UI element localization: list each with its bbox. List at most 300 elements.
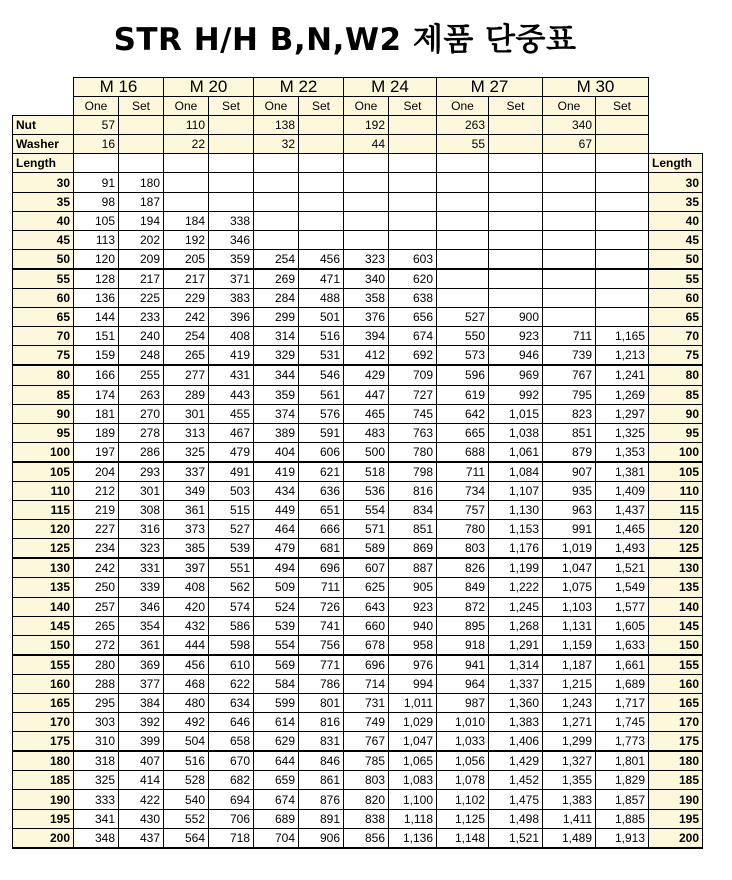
one-weight: 659 [254, 771, 299, 790]
length-value-right: 95 [649, 423, 703, 442]
set-weight: 431 [209, 365, 254, 385]
one-weight: 564 [164, 828, 209, 848]
length-value-right: 130 [649, 558, 703, 578]
one-weight: 599 [254, 694, 299, 713]
set-weight: 606 [299, 442, 344, 462]
set-weight: 1,409 [596, 481, 649, 500]
length-value-right: 80 [649, 365, 703, 385]
set-weight: 1,577 [596, 597, 649, 616]
set-weight: 696 [299, 558, 344, 578]
set-weight [299, 192, 344, 211]
one-weight: 408 [164, 578, 209, 597]
set-weight: 1,452 [489, 771, 543, 790]
set-label: Set [299, 97, 344, 116]
set-weight: 603 [389, 249, 437, 269]
set-weight: 1,437 [596, 501, 649, 520]
length-value-right: 90 [649, 404, 703, 423]
one-weight: 464 [254, 520, 299, 539]
length-value: 35 [13, 192, 74, 211]
table-row [13, 578, 703, 597]
set-weight: 1,406 [489, 732, 543, 752]
length-value: 90 [13, 404, 74, 423]
set-weight: 1,801 [596, 751, 649, 771]
set-weight: 636 [299, 481, 344, 500]
one-weight: 323 [344, 249, 389, 269]
length-value-right: 155 [649, 655, 703, 675]
one-weight: 449 [254, 501, 299, 520]
set-weight [596, 249, 649, 269]
set-weight: 1,314 [489, 655, 543, 675]
length-value: 160 [13, 674, 74, 693]
set-weight [489, 249, 543, 269]
table-row [13, 462, 703, 482]
one-weight: 341 [74, 809, 119, 828]
one-weight [437, 173, 489, 192]
one-weight: 181 [74, 404, 119, 423]
length-value-right: 180 [649, 751, 703, 771]
set-weight: 392 [119, 713, 164, 732]
one-weight: 242 [164, 308, 209, 327]
set-weight: 531 [299, 346, 344, 366]
table-row [13, 597, 703, 616]
table-row [13, 732, 703, 752]
one-weight: 113 [74, 230, 119, 249]
length-value: 165 [13, 694, 74, 713]
length-value: 125 [13, 539, 74, 559]
set-weight [389, 211, 437, 230]
one-weight: 589 [344, 539, 389, 559]
length-value: 100 [13, 442, 74, 462]
set-weight: 316 [119, 520, 164, 539]
length-value-right: 70 [649, 327, 703, 346]
length-value: 130 [13, 558, 74, 578]
set-weight: 551 [209, 558, 254, 578]
one-weight: 749 [344, 713, 389, 732]
one-weight: 144 [74, 308, 119, 327]
one-weight [254, 230, 299, 249]
one-weight: 780 [437, 520, 489, 539]
set-weight: 1,498 [489, 809, 543, 828]
set-weight: 286 [119, 442, 164, 462]
nut-weight: 340 [543, 116, 596, 135]
one-weight: 447 [344, 385, 389, 404]
one-weight [543, 211, 596, 230]
one-weight: 468 [164, 674, 209, 693]
one-weight: 269 [254, 269, 299, 289]
one-weight: 851 [543, 423, 596, 442]
table-row [13, 230, 703, 249]
one-weight: 540 [164, 790, 209, 809]
table-row [13, 828, 703, 848]
set-weight: 467 [209, 423, 254, 442]
set-weight: 1,633 [596, 635, 649, 655]
size-header: M 30 [543, 78, 649, 97]
one-weight: 250 [74, 578, 119, 597]
table-row [13, 385, 703, 404]
set-weight: 666 [299, 520, 344, 539]
set-weight [596, 230, 649, 249]
set-weight [389, 230, 437, 249]
set-weight: 586 [209, 616, 254, 635]
length-value: 175 [13, 732, 74, 752]
set-label: Set [596, 97, 649, 116]
one-weight: 376 [344, 308, 389, 327]
one-weight [543, 289, 596, 308]
nut-label: Nut [13, 116, 74, 135]
one-weight [543, 230, 596, 249]
one-weight: 205 [164, 249, 209, 269]
set-weight: 516 [299, 327, 344, 346]
set-weight [209, 192, 254, 211]
table-row [13, 790, 703, 809]
set-label: Set [389, 97, 437, 116]
one-weight: 174 [74, 385, 119, 404]
length-value-right: 185 [649, 771, 703, 790]
set-weight [489, 192, 543, 211]
set-weight: 638 [389, 289, 437, 308]
set-weight: 202 [119, 230, 164, 249]
set-weight [209, 173, 254, 192]
set-weight: 670 [209, 751, 254, 771]
one-weight: 159 [74, 346, 119, 366]
length-value-right: 100 [649, 442, 703, 462]
set-weight: 621 [299, 462, 344, 482]
one-weight: 295 [74, 694, 119, 713]
one-weight: 688 [437, 442, 489, 462]
set-weight: 479 [209, 442, 254, 462]
set-weight: 1,549 [596, 578, 649, 597]
set-weight: 887 [389, 558, 437, 578]
length-value: 95 [13, 423, 74, 442]
one-weight: 128 [74, 269, 119, 289]
one-weight [437, 249, 489, 269]
set-weight: 293 [119, 462, 164, 482]
length-value: 55 [13, 269, 74, 289]
washer-weight: 67 [543, 135, 596, 154]
nut-weight: 110 [164, 116, 209, 135]
one-weight: 340 [344, 269, 389, 289]
set-weight: 399 [119, 732, 164, 752]
one-weight: 518 [344, 462, 389, 482]
one-weight: 394 [344, 327, 389, 346]
one-weight: 987 [437, 694, 489, 713]
set-weight: 692 [389, 346, 437, 366]
set-weight: 861 [299, 771, 344, 790]
one-weight: 660 [344, 616, 389, 635]
one-weight: 1,047 [543, 558, 596, 578]
one-weight: 444 [164, 635, 209, 655]
set-weight [299, 211, 344, 230]
one-weight: 325 [164, 442, 209, 462]
length-value-right: 170 [649, 713, 703, 732]
set-weight: 255 [119, 365, 164, 385]
set-weight: 396 [209, 308, 254, 327]
set-weight: 1,381 [596, 462, 649, 482]
one-weight: 554 [254, 635, 299, 655]
set-weight: 501 [299, 308, 344, 327]
one-weight: 739 [543, 346, 596, 366]
one-weight: 1,131 [543, 616, 596, 635]
one-weight: 349 [164, 481, 209, 500]
one-label: One [437, 97, 489, 116]
set-weight: 377 [119, 674, 164, 693]
one-weight: 184 [164, 211, 209, 230]
one-weight: 1,010 [437, 713, 489, 732]
set-weight: 1,605 [596, 616, 649, 635]
set-weight: 900 [489, 308, 543, 327]
length-value-right: 115 [649, 501, 703, 520]
one-weight: 465 [344, 404, 389, 423]
set-weight: 846 [299, 751, 344, 771]
one-weight [437, 192, 489, 211]
set-weight: 1,241 [596, 365, 649, 385]
set-weight: 622 [209, 674, 254, 693]
set-weight: 1,885 [596, 809, 649, 828]
size-header: M 16 [74, 78, 164, 97]
one-weight: 1,159 [543, 635, 596, 655]
one-weight [437, 289, 489, 308]
length-value: 115 [13, 501, 74, 520]
set-weight: 414 [119, 771, 164, 790]
set-weight: 958 [389, 635, 437, 655]
length-header-row [13, 154, 703, 173]
set-weight: 1,176 [489, 539, 543, 559]
set-weight: 1,165 [596, 327, 649, 346]
one-weight [254, 211, 299, 230]
set-weight: 718 [209, 828, 254, 848]
set-weight: 831 [299, 732, 344, 752]
set-weight: 194 [119, 211, 164, 230]
length-value-right: 85 [649, 385, 703, 404]
size-header: M 20 [164, 78, 254, 97]
length-value: 40 [13, 211, 74, 230]
set-weight: 515 [209, 501, 254, 520]
washer-row [13, 135, 703, 154]
table-row [13, 192, 703, 211]
washer-weight: 44 [344, 135, 389, 154]
one-weight: 265 [74, 616, 119, 635]
set-weight: 339 [119, 578, 164, 597]
length-value-right: 175 [649, 732, 703, 752]
length-value-right: 135 [649, 578, 703, 597]
one-weight [344, 192, 389, 211]
one-weight: 189 [74, 423, 119, 442]
one-weight [164, 192, 209, 211]
set-weight: 308 [119, 501, 164, 520]
set-weight: 1,297 [596, 404, 649, 423]
table-row [13, 520, 703, 539]
table-row [13, 674, 703, 693]
set-weight: 1,107 [489, 481, 543, 500]
set-weight: 816 [389, 481, 437, 500]
one-weight: 234 [74, 539, 119, 559]
one-weight [543, 192, 596, 211]
set-weight: 745 [389, 404, 437, 423]
one-weight: 420 [164, 597, 209, 616]
table-row [13, 249, 703, 269]
set-weight: 270 [119, 404, 164, 423]
one-weight: 907 [543, 462, 596, 482]
table-row [13, 713, 703, 732]
set-weight: 1,029 [389, 713, 437, 732]
one-weight: 504 [164, 732, 209, 752]
set-weight: 278 [119, 423, 164, 442]
set-weight: 756 [299, 635, 344, 655]
table-row [13, 289, 703, 308]
set-weight: 1,038 [489, 423, 543, 442]
one-weight: 803 [344, 771, 389, 790]
one-weight: 820 [344, 790, 389, 809]
one-weight: 528 [164, 771, 209, 790]
table-row [13, 751, 703, 771]
one-weight: 492 [164, 713, 209, 732]
one-weight: 674 [254, 790, 299, 809]
set-weight: 369 [119, 655, 164, 675]
length-value-right: 30 [649, 173, 703, 192]
one-weight [344, 211, 389, 230]
one-weight: 265 [164, 346, 209, 366]
set-weight [489, 211, 543, 230]
one-weight: 803 [437, 539, 489, 559]
length-label-right: Length [649, 154, 703, 173]
one-weight: 573 [437, 346, 489, 366]
one-weight: 284 [254, 289, 299, 308]
one-weight: 856 [344, 828, 389, 848]
length-value: 60 [13, 289, 74, 308]
set-weight [596, 289, 649, 308]
set-weight [389, 173, 437, 192]
table-row [13, 771, 703, 790]
one-weight: 318 [74, 751, 119, 771]
one-weight: 1,019 [543, 539, 596, 559]
length-value-right: 110 [649, 481, 703, 500]
set-weight: 591 [299, 423, 344, 442]
one-weight: 397 [164, 558, 209, 578]
length-value-right: 55 [649, 269, 703, 289]
set-weight: 384 [119, 694, 164, 713]
one-weight: 480 [164, 694, 209, 713]
set-weight: 574 [209, 597, 254, 616]
set-label: Set [209, 97, 254, 116]
set-weight: 834 [389, 501, 437, 520]
one-weight: 359 [254, 385, 299, 404]
set-weight: 225 [119, 289, 164, 308]
one-weight: 192 [164, 230, 209, 249]
table-row [13, 616, 703, 635]
one-label: One [74, 97, 119, 116]
set-weight: 456 [299, 249, 344, 269]
one-weight: 516 [164, 751, 209, 771]
nut-weight: 138 [254, 116, 299, 135]
one-weight: 872 [437, 597, 489, 616]
one-weight: 607 [344, 558, 389, 578]
set-label: Set [119, 97, 164, 116]
set-weight: 240 [119, 327, 164, 346]
set-weight: 780 [389, 442, 437, 462]
set-weight: 1,015 [489, 404, 543, 423]
set-weight: 709 [389, 365, 437, 385]
set-weight: 610 [209, 655, 254, 675]
one-weight: 826 [437, 558, 489, 578]
set-weight: 1,337 [489, 674, 543, 693]
set-weight: 233 [119, 308, 164, 327]
one-weight: 227 [74, 520, 119, 539]
set-weight: 1,222 [489, 578, 543, 597]
set-weight [596, 269, 649, 289]
one-weight: 229 [164, 289, 209, 308]
one-weight: 1,033 [437, 732, 489, 752]
one-weight [543, 173, 596, 192]
one-weight: 509 [254, 578, 299, 597]
table-row [13, 346, 703, 366]
table-row [13, 173, 703, 192]
one-weight: 757 [437, 501, 489, 520]
one-weight: 166 [74, 365, 119, 385]
set-weight: 1,773 [596, 732, 649, 752]
one-weight [254, 192, 299, 211]
washer-weight: 22 [164, 135, 209, 154]
set-weight: 658 [209, 732, 254, 752]
set-weight: 323 [119, 539, 164, 559]
one-weight: 1,125 [437, 809, 489, 828]
set-weight: 1,153 [489, 520, 543, 539]
washer-label: Washer [13, 135, 74, 154]
length-value: 85 [13, 385, 74, 404]
set-weight: 1,689 [596, 674, 649, 693]
one-weight: 483 [344, 423, 389, 442]
length-label: Length [13, 154, 74, 173]
one-weight: 404 [254, 442, 299, 462]
set-weight: 727 [389, 385, 437, 404]
one-label: One [344, 97, 389, 116]
one-weight: 767 [543, 365, 596, 385]
one-weight: 596 [437, 365, 489, 385]
one-weight: 644 [254, 751, 299, 771]
one-weight: 1,148 [437, 828, 489, 848]
one-weight: 629 [254, 732, 299, 752]
set-weight: 1,084 [489, 462, 543, 482]
size-header: M 22 [254, 78, 344, 97]
set-weight: 263 [119, 385, 164, 404]
one-weight: 277 [164, 365, 209, 385]
set-weight: 1,383 [489, 713, 543, 732]
set-weight: 682 [209, 771, 254, 790]
one-weight: 219 [74, 501, 119, 520]
one-weight: 734 [437, 481, 489, 500]
set-weight: 923 [389, 597, 437, 616]
length-value: 145 [13, 616, 74, 635]
set-weight: 346 [119, 597, 164, 616]
one-weight: 494 [254, 558, 299, 578]
one-weight: 289 [164, 385, 209, 404]
set-weight: 546 [299, 365, 344, 385]
set-weight: 706 [209, 809, 254, 828]
set-weight: 471 [299, 269, 344, 289]
table-row [13, 211, 703, 230]
one-weight: 625 [344, 578, 389, 597]
set-weight: 1,065 [389, 751, 437, 771]
set-weight [596, 308, 649, 327]
one-weight: 785 [344, 751, 389, 771]
set-weight: 407 [119, 751, 164, 771]
set-weight: 905 [389, 578, 437, 597]
one-weight: 361 [164, 501, 209, 520]
set-weight: 383 [209, 289, 254, 308]
length-value-right: 190 [649, 790, 703, 809]
one-weight: 429 [344, 365, 389, 385]
length-value-right: 160 [649, 674, 703, 693]
one-weight: 1,103 [543, 597, 596, 616]
